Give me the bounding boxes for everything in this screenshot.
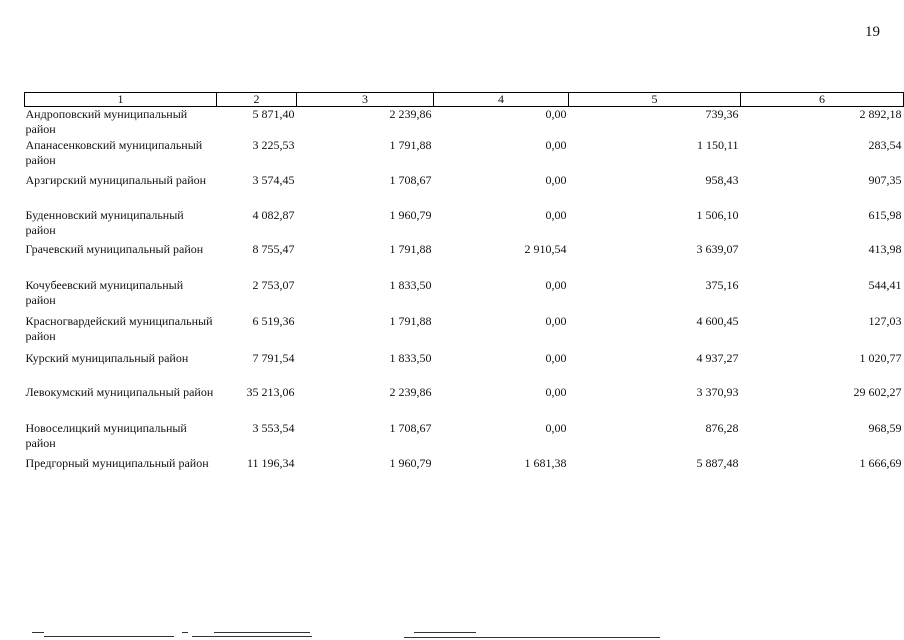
- header-row: [25, 93, 904, 107]
- district-name-cell: Красногвардейский муниципальный район: [25, 313, 213, 343]
- value-cell: 4 937,27: [696, 350, 739, 365]
- value-cell: 6 519,36: [252, 313, 295, 328]
- value-cell: 0,00: [545, 172, 567, 187]
- value-cell: 1 791,88: [389, 313, 432, 328]
- value-cell: 1 791,88: [389, 137, 432, 152]
- value-cell: 2 239,86: [389, 107, 432, 121]
- value-cell: 739,36: [705, 107, 739, 121]
- value-cell: 615,98: [868, 207, 902, 222]
- column-header: 4: [434, 93, 569, 107]
- district-name-cell: Новоселицкий муниципальный район: [25, 420, 187, 450]
- district-name-cell: Курский муниципальный район: [25, 350, 189, 365]
- district-name-cell: Предгорный муниципальный район: [25, 455, 209, 470]
- value-cell: 29 602,27: [853, 384, 902, 399]
- value-cell: 8 755,47: [252, 241, 295, 256]
- value-cell: 968,59: [868, 420, 902, 435]
- value-cell: 4 600,45: [696, 313, 739, 328]
- table-row: [25, 456, 904, 492]
- value-cell: 958,43: [705, 172, 739, 187]
- value-cell: 0,00: [545, 384, 567, 399]
- table-row: [25, 278, 904, 314]
- value-cell: 1 960,79: [389, 207, 432, 222]
- table-row: [25, 107, 904, 138]
- value-cell: 11 196,34: [246, 455, 295, 470]
- value-cell: 5 887,48: [696, 455, 739, 470]
- value-cell: 7 791,54: [252, 350, 295, 365]
- district-name-cell: Кочубеевский муниципальный район: [25, 277, 184, 307]
- value-cell: 1 833,50: [389, 277, 432, 292]
- scan-artifact-lines: [0, 620, 904, 640]
- value-cell: 127,03: [868, 313, 902, 328]
- value-cell: 1 791,88: [389, 241, 432, 256]
- table-row: [25, 351, 904, 385]
- value-cell: 1 506,10: [696, 207, 739, 222]
- value-cell: 413,98: [868, 241, 902, 256]
- value-cell: 1 150,11: [696, 137, 739, 152]
- value-cell: 5 871,40: [252, 107, 295, 121]
- value-cell: 2 753,07: [252, 277, 295, 292]
- value-cell: 2 892,18: [859, 107, 902, 121]
- value-cell: 3 574,45: [252, 172, 295, 187]
- value-cell: 1 020,77: [859, 350, 902, 365]
- value-cell: 0,00: [545, 277, 567, 292]
- value-cell: 2 239,86: [389, 384, 432, 399]
- column-header: 1: [25, 93, 217, 107]
- value-cell: 3 370,93: [696, 384, 739, 399]
- value-cell: 0,00: [545, 313, 567, 328]
- value-cell: 1 833,50: [389, 350, 432, 365]
- value-cell: 0,00: [545, 350, 567, 365]
- table-row: [25, 138, 904, 173]
- value-cell: 0,00: [545, 420, 567, 435]
- column-header: 3: [297, 93, 434, 107]
- value-cell: 0,00: [545, 107, 567, 121]
- value-cell: 0,00: [545, 207, 567, 222]
- table-row: [25, 314, 904, 351]
- table-row: [25, 385, 904, 421]
- page-number: 19: [865, 24, 880, 40]
- value-cell: 2 910,54: [524, 241, 567, 256]
- value-cell: 3 225,53: [252, 137, 295, 152]
- district-name-cell: Апанасенковский муниципальный район: [25, 137, 203, 167]
- data-table: [24, 92, 904, 492]
- value-cell: 876,28: [705, 420, 739, 435]
- table-row: [25, 242, 904, 278]
- table-row: [25, 208, 904, 242]
- column-header: 5: [569, 93, 741, 107]
- value-cell: 1 960,79: [389, 455, 432, 470]
- value-cell: 1 681,38: [524, 455, 567, 470]
- value-cell: 3 553,54: [252, 420, 295, 435]
- value-cell: 907,35: [868, 172, 902, 187]
- district-name-cell: Арзгирский муниципальный район: [25, 172, 207, 187]
- district-name-cell: Левокумский муниципальный район: [25, 384, 214, 399]
- value-cell: 3 639,07: [696, 241, 739, 256]
- column-header: 6: [741, 93, 904, 107]
- table-row: [25, 173, 904, 208]
- value-cell: 283,54: [868, 137, 902, 152]
- value-cell: 4 082,87: [252, 207, 295, 222]
- table-row: [25, 421, 904, 456]
- district-name-cell: Андроповский муниципальный район: [25, 107, 188, 136]
- table-body: [25, 107, 904, 492]
- value-cell: 375,16: [705, 277, 739, 292]
- value-cell: 35 213,06: [246, 384, 295, 399]
- value-cell: 544,41: [868, 277, 902, 292]
- district-name-cell: Буденновский муниципальный район: [25, 207, 184, 237]
- district-name-cell: Грачевский муниципальный район: [25, 241, 204, 256]
- column-header: 2: [217, 93, 297, 107]
- value-cell: 1 666,69: [859, 455, 902, 470]
- value-cell: 1 708,67: [389, 172, 432, 187]
- value-cell: 0,00: [545, 137, 567, 152]
- value-cell: 1 708,67: [389, 420, 432, 435]
